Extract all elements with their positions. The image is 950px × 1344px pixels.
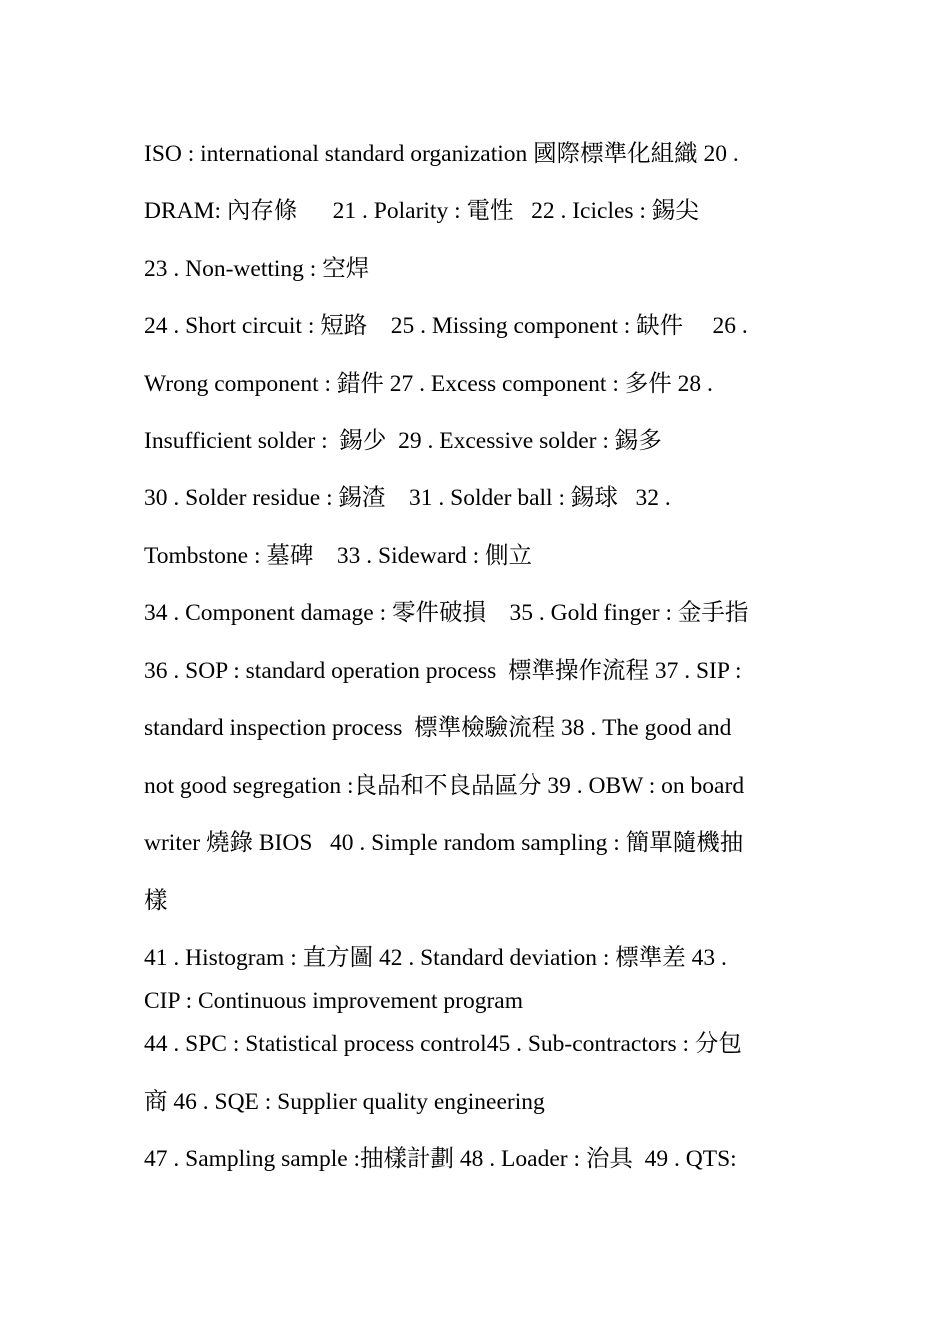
- text-line: ISO : international standard organization 國際標準化組織 20 .: [144, 141, 739, 167]
- text-line: writer 燒錄 BIOS 40 . Simple random sampling : 簡單隨機抽: [144, 830, 744, 856]
- text-line: Tombstone : 墓碑 33 . Sideward : 側立: [144, 543, 533, 569]
- text-line: 34 . Component damage : 零件破損 35 . Gold finger : 金手指: [144, 600, 749, 626]
- text-line: 樣: [144, 888, 168, 914]
- text-line: Insufficient solder : 錫少 29 . Excessive solder : 錫多: [144, 428, 662, 454]
- text-line: not good segregation :良品和不良品區分 39 . OBW : on board: [144, 773, 745, 799]
- text-line: 23 . Non-wetting : 空焊: [144, 256, 370, 282]
- text-line: DRAM: 內存條 21 . Polarity : 電性 22 . Icicles : 錫尖: [144, 198, 699, 224]
- text-line: 41 . Histogram : 直方圖 42 . Standard deviation : 標準差 43 .: [144, 945, 727, 971]
- text-line: 商 46 . SQE : Supplier quality engineering: [144, 1089, 545, 1115]
- text-line: CIP : Continuous improvement program: [144, 988, 524, 1014]
- text-line: 24 . Short circuit : 短路 25 . Missing component : 缺件 26 .: [144, 313, 748, 339]
- text-line: Wrong component : 錯件 27 . Excess component : 多件 28 .: [144, 371, 713, 397]
- text-line: 36 . SOP : standard operation process 標準操作流程 37 . SIP :: [144, 658, 742, 684]
- text-line: 30 . Solder residue : 錫渣 31 . Solder ball : 錫球 32 .: [144, 485, 671, 511]
- text-line: 44 . SPC : Statistical process control45 . Sub-contractors : 分包: [144, 1031, 742, 1057]
- text-line: 47 . Sampling sample :抽樣計劃 48 . Loader : 治具 49 . QTS:: [144, 1146, 737, 1172]
- text-line: standard inspection process 標準檢驗流程 38 . The good and: [144, 715, 732, 741]
